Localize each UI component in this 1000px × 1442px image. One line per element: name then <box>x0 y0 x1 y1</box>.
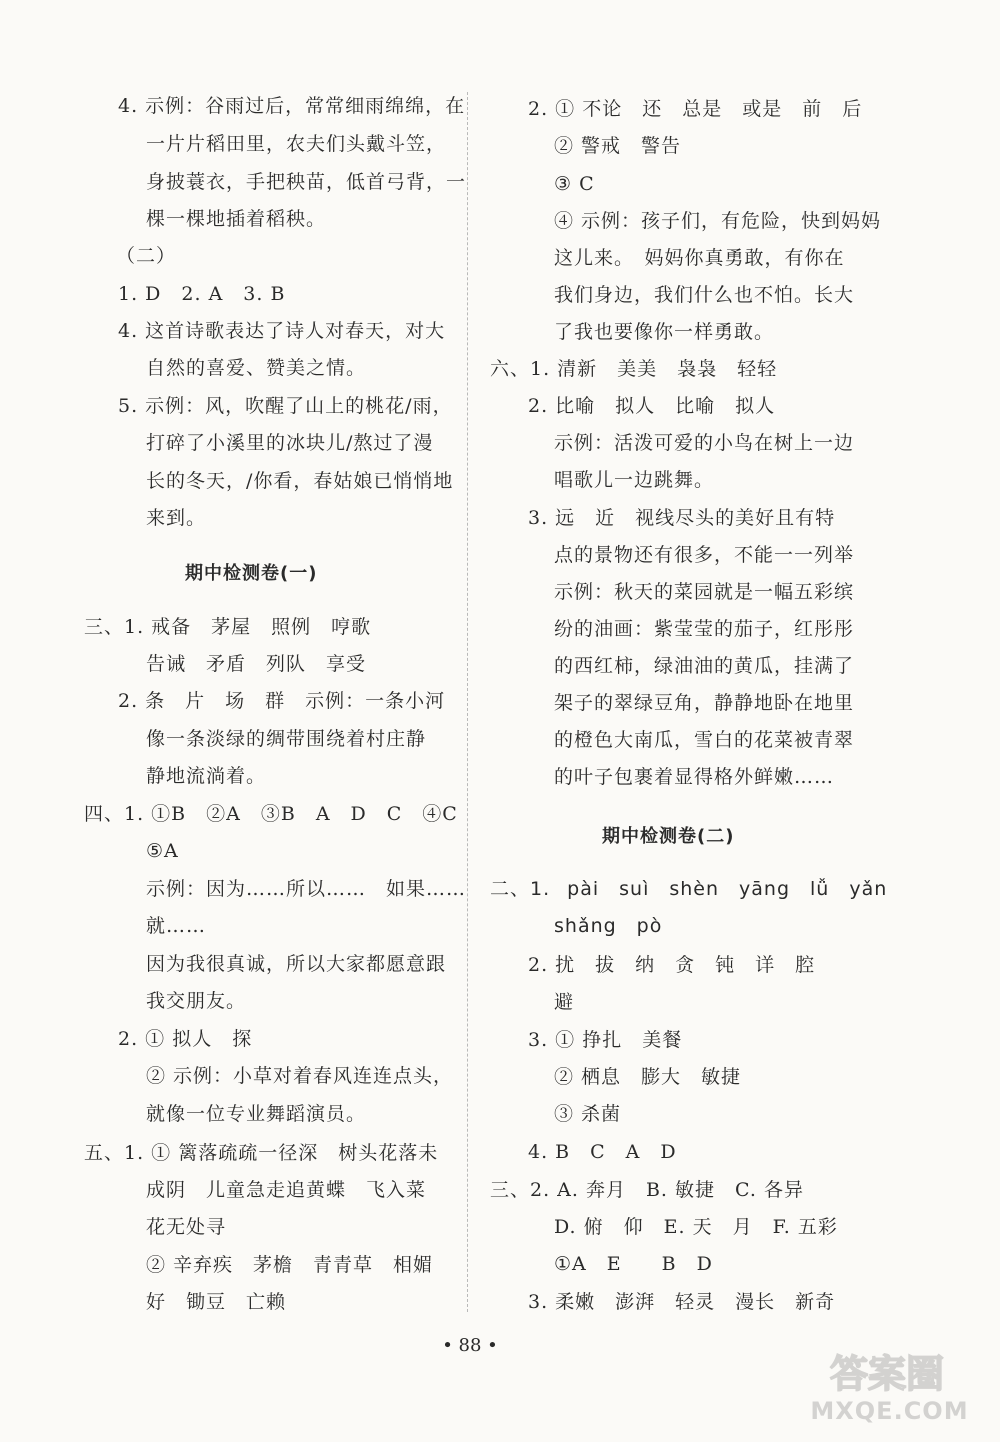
text-line: 六、1. 清新 美美 袅袅 轻轻 <box>490 358 778 380</box>
text-line: 棵一棵地插着稻秧。 <box>146 208 327 230</box>
text-line: 3. ① 挣扎 美餐 <box>528 1029 683 1051</box>
text-line: 一片片稻田里，农夫们头戴斗笠， <box>146 133 447 155</box>
text-line: ② 辛弃疾 茅檐 青青草 相媚 <box>146 1254 434 1276</box>
text-line: 的叶子包裹着显得格外鲜嫩…… <box>554 766 835 788</box>
watermark-logo-icon <box>817 1347 957 1397</box>
text-line: 2. ① 拟人 探 <box>118 1028 253 1050</box>
page-number: • 88 • <box>442 1335 498 1356</box>
watermark-logo-text: 答案圈 <box>829 1352 945 1396</box>
text-line: 像一条淡绿的绸带围绕着村庄静 <box>146 728 427 750</box>
text-line: ③ 杀菌 <box>554 1103 622 1125</box>
watermark <box>797 1347 982 1432</box>
text-line: 五、1. ① 篱落疏疏一径深 树头花落未 <box>84 1142 439 1164</box>
text-line: ② 示例：小草对着春风连连点头， <box>146 1065 454 1087</box>
text-line: 2. 条 片 场 群 示例：一条小河 <box>118 690 446 712</box>
text-line: 4. 示例：谷雨过后，常常细雨绵绵，在 <box>118 95 466 117</box>
text-line: 3. 远 近 视线尽头的美好且有特 <box>528 507 836 529</box>
text-line: 因为我很真诚，所以大家都愿意跟 <box>146 953 447 975</box>
text-line: （二） <box>116 245 177 267</box>
text-line: 纷的油画：紫莹莹的茄子，红彤彤 <box>554 618 855 640</box>
text-line: 就…… <box>146 915 207 937</box>
section-heading: 期中检测卷(二) <box>602 826 735 847</box>
text-line: 我交朋友。 <box>146 990 247 1012</box>
text-line: 自然的喜爱、赞美之情。 <box>146 357 367 379</box>
text-line: 1. D 2. A 3. B <box>118 283 286 305</box>
text-line: 三、2. A. 奔月 B. 敏捷 C. 各异 <box>490 1179 804 1201</box>
text-line: shǎng pò <box>554 915 663 937</box>
text-line: ② 栖息 膨大 敏捷 <box>554 1066 742 1088</box>
text-line: ④ 示例：孩子们，有危险，快到妈妈 <box>554 210 882 232</box>
text-line: 四、1. ①B ②A ③B A D C ④C <box>84 803 458 825</box>
text-line: ② 警戒 警告 <box>554 135 682 157</box>
text-line: 3. 柔嫩 澎湃 轻灵 漫长 新奇 <box>528 1291 836 1313</box>
text-line: 这儿来。 妈妈你真勇敢，有你在 <box>554 247 845 269</box>
text-line: 的西红柿，绿油油的黄瓜，挂满了 <box>554 655 855 677</box>
text-line: 5. 示例：风，吹醒了山上的桃花/雨， <box>118 395 453 417</box>
text-line: 打碎了小溪里的冰块儿/熬过了漫 <box>146 432 434 454</box>
text-line: 点的景物还有很多，不能一一列举 <box>554 544 855 566</box>
text-line: 避 <box>554 991 575 1013</box>
text-line: 架子的翠绿豆角，静静地卧在地里 <box>554 692 855 714</box>
text-line: 的橙色大南瓜，雪白的花菜被青翠 <box>554 729 855 751</box>
text-line: 二、1. pài suì shèn yāng lǚ yǎn <box>490 878 888 900</box>
text-line: 静地流淌着。 <box>146 765 267 787</box>
text-line: 告诫 矛盾 列队 享受 <box>146 653 367 675</box>
column-divider <box>467 92 468 1312</box>
text-line: 唱歌儿一边跳舞。 <box>554 469 715 491</box>
text-line: 2. 扰 拔 纳 贪 钝 详 腔 <box>528 954 816 976</box>
text-line: 身披蓑衣，手把秧苗，低首弓背，一 <box>146 171 467 193</box>
text-line: ③ C <box>554 173 595 195</box>
text-line: 我们身边，我们什么也不怕。长大 <box>554 284 855 306</box>
text-line: 好 锄豆 亡赖 <box>146 1291 287 1313</box>
text-line: 2. ① 不论 还 总是 或是 前 后 <box>528 98 863 120</box>
text-line: D. 俯 仰 E. 天 月 F. 五彩 <box>554 1216 838 1238</box>
text-line: 花无处寻 <box>146 1216 227 1238</box>
text-line: 了我也要像你一样勇敢。 <box>554 321 775 343</box>
text-line: 长的冬天，/你看，春姑娘已悄悄地 <box>146 470 454 492</box>
text-line: 示例：因为……所以…… 如果…… <box>146 878 467 900</box>
text-line: ⑤A <box>146 840 179 862</box>
section-heading: 期中检测卷(一) <box>185 563 318 584</box>
text-line: 示例：秋天的菜园就是一幅五彩缤 <box>554 581 855 603</box>
text-line: 三、1. 戒备 茅屋 照例 哼歌 <box>84 616 372 638</box>
text-line: 就像一位专业舞蹈演员。 <box>146 1103 367 1125</box>
text-line: 示例：活泼可爱的小鸟在树上一边 <box>554 432 855 454</box>
text-line: 2. 比喻 拟人 比喻 拟人 <box>528 395 776 417</box>
text-line: 4. 这首诗歌表达了诗人对春天，对大 <box>118 320 446 342</box>
text-line: 成阴 儿童急走追黄蝶 飞入菜 <box>146 1179 427 1201</box>
text-line: 来到。 <box>146 507 207 529</box>
watermark-text: MXQE.COM <box>810 1397 969 1425</box>
text-line: 4. B C A D <box>528 1141 677 1163</box>
text-line: ①A E B D <box>554 1253 713 1275</box>
